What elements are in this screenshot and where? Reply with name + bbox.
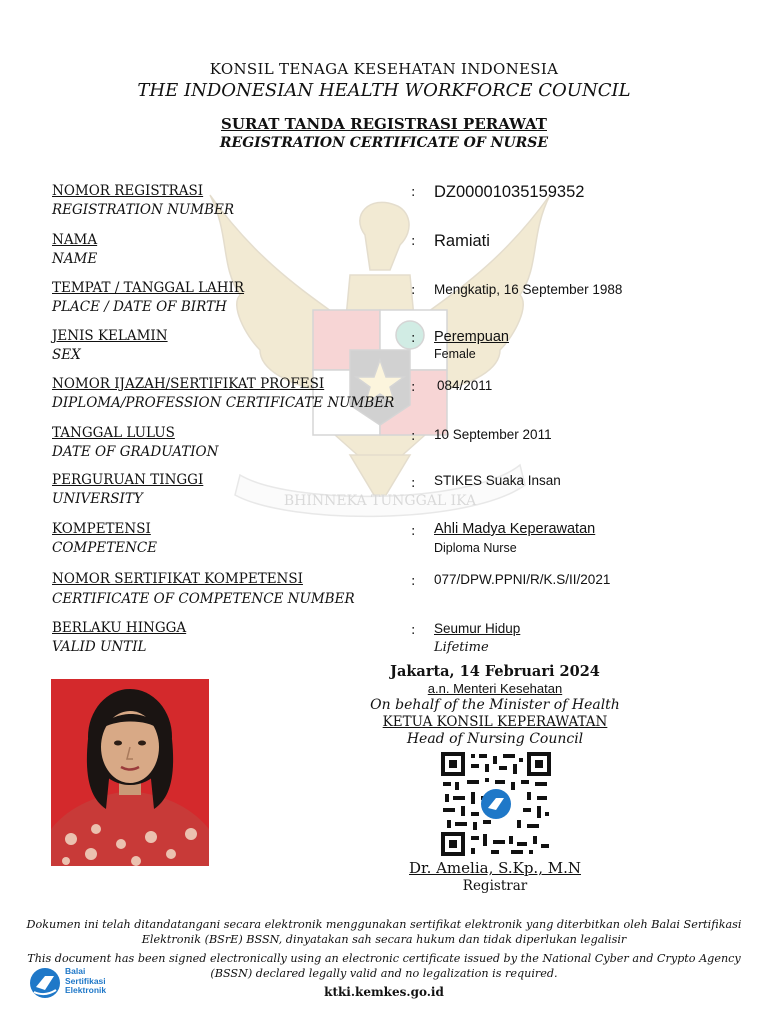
field-label-id: TANGGAL LULUS: [52, 425, 175, 441]
field-label-en: PLACE / DATE OF BIRTH: [52, 299, 227, 315]
competence-value-en: Diploma Nurse: [434, 541, 517, 555]
graduation-date-value: 10 September 2011: [434, 427, 552, 442]
field-colon: :: [411, 524, 416, 539]
field-label-en: SEX: [52, 347, 81, 363]
holder-photo: [51, 679, 209, 866]
field-colon: :: [411, 476, 416, 491]
legal-note-id: Dokumen ini telah ditandatangani secara elektronik menggunakan sertifikat elektronik yang diterbitkan oleh Balai Sertifikasi Elektronik (BSrE) BSSN, dinyatakan sah secara hukum dan tidak diperlukan legalisir: [26, 918, 742, 946]
university-value: STIKES Suaka Insan: [434, 473, 561, 488]
sex-value-en: Female: [434, 347, 476, 361]
emblem-motto: BHINNEKA TUNGGAL IKA: [283, 493, 477, 509]
field-label-en: CERTIFICATE OF COMPETENCE NUMBER: [52, 591, 355, 607]
portrait-illustration: [51, 679, 209, 866]
valid-until-value: Seumur Hidup: [434, 621, 521, 636]
signer-role: Registrar: [462, 878, 528, 894]
garuda-emblem-watermark: [200, 175, 560, 545]
field-label-id: NAMA: [52, 232, 98, 248]
diploma-number-value: 084/2011: [437, 378, 493, 393]
field-colon: :: [411, 283, 416, 298]
signer-name: Dr. Amelia, S.Kp., M.N: [409, 859, 581, 877]
signature-qr-code: [441, 752, 551, 856]
field-label-id: PERGURUAN TINGGI: [52, 472, 204, 488]
registration-number-value: DZ00001035159352: [434, 183, 585, 201]
place-date-issued: Jakarta, 14 Februari 2024: [390, 663, 600, 680]
field-label-en: DATE OF GRADUATION: [52, 444, 219, 460]
place-date-of-birth-value: Mengkatip, 16 September 1988: [434, 282, 623, 297]
field-label-en: NAME: [52, 251, 98, 267]
field-colon: :: [411, 623, 416, 638]
field-label-id: TEMPAT / TANGGAL LAHIR: [52, 280, 245, 296]
sex-value: Perempuan: [434, 329, 509, 345]
field-colon: :: [411, 185, 416, 200]
field-colon: :: [411, 429, 416, 444]
position-en: Head of Nursing Council: [406, 731, 584, 747]
on-behalf-id: a.n. Menteri Kesehatan: [427, 681, 563, 696]
field-label-id: JENIS KELAMIN: [52, 328, 168, 344]
name-value: Ramiati: [434, 232, 490, 250]
valid-until-value-en: Lifetime: [434, 640, 489, 655]
field-label-en: UNIVERSITY: [52, 491, 143, 507]
field-colon: :: [411, 331, 416, 346]
position-id: KETUA KONSIL KEPERAWATAN: [382, 714, 608, 730]
field-colon: :: [411, 234, 416, 249]
competence-value: Ahli Madya Keperawatan: [434, 521, 596, 537]
field-label-en: DIPLOMA/PROFESSION CERTIFICATE NUMBER: [52, 395, 395, 411]
field-label-id: NOMOR SERTIFIKAT KOMPETENSI: [52, 571, 303, 587]
certificate-title-id: SURAT TANDA REGISTRASI PERAWAT: [221, 115, 547, 133]
bsre-logo-text: Sertifikasi: [65, 975, 106, 986]
website-link[interactable]: ktki.kemkes.go.id: [324, 985, 444, 999]
field-label-id: KOMPETENSI: [52, 521, 151, 537]
competence-certificate-number-value: 077/DPW.PPNI/R/K.S/II/2021: [434, 572, 611, 587]
field-label-id: NOMOR REGISTRASI: [52, 183, 204, 199]
council-name-id: KONSIL TENAGA KESEHATAN INDONESIA: [209, 60, 559, 78]
field-label-en: REGISTRATION NUMBER: [52, 202, 235, 218]
field-label-id: NOMOR IJAZAH/SERTIFIKAT PROFESI: [52, 376, 325, 392]
bsre-logo-text: Elektronik: [65, 985, 107, 995]
field-label-en: VALID UNTIL: [52, 639, 147, 655]
on-behalf-en: On behalf of the Minister of Health: [370, 697, 620, 713]
legal-note-en: This document has been signed electronically using an electronic certificate issued by the National Cyber and Crypto Agency (BSSN) declared legally valid and no legalization is required.: [27, 952, 741, 980]
certificate-title-en: REGISTRATION CERTIFICATE OF NURSE: [219, 135, 549, 151]
council-name-en: THE INDONESIAN HEALTH WORKFORCE COUNCIL: [137, 80, 631, 101]
bsre-logo-text: Balai: [65, 966, 86, 976]
field-label-id: BERLAKU HINGGA: [52, 620, 187, 636]
field-label-en: COMPETENCE: [52, 540, 158, 556]
field-colon: :: [411, 574, 416, 589]
field-colon: :: [411, 380, 416, 395]
